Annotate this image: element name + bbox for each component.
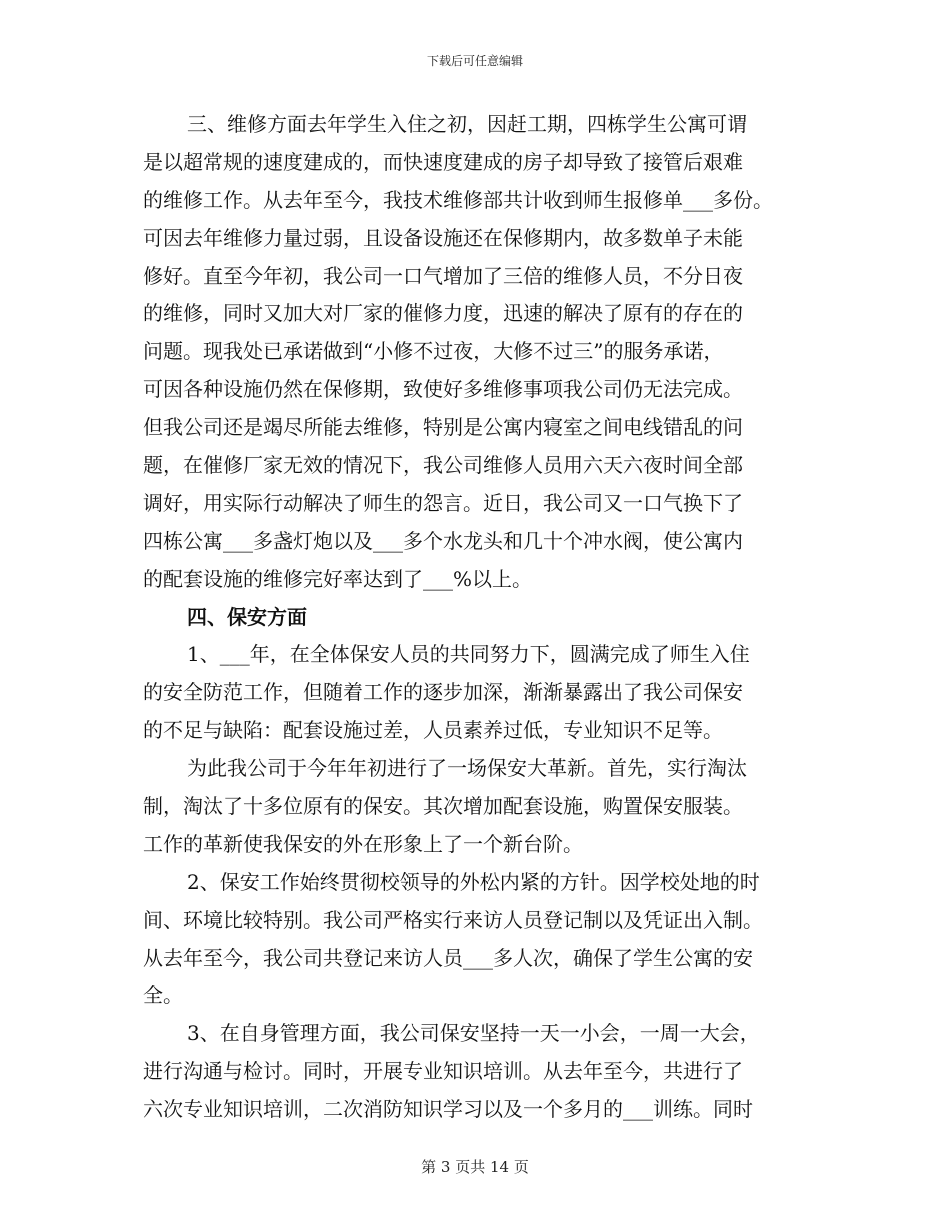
document-body: [143, 106, 815, 1129]
text-line: 间、环境比较特别。我公司严格实行来访人员登记制以及凭证出入制。: [143, 907, 763, 932]
text-line: 1、___年，在全体保安人员的共同努力下，圆满完成了师生入住: [187, 642, 750, 667]
text-line: 问题。现我处已承诺做到“小修不过夜，大修不过三”的服务承诺，: [143, 339, 724, 364]
page-header: 下载后可任意编辑: [426, 54, 523, 68]
text-line: 进行沟通与检讨。同时，开展专业知识培训。从去年至今，共进行了: [143, 1059, 743, 1084]
text-line: 三、维修方面去年学生入住之初，因赶工期，四栋学生公寓可谓: [187, 112, 747, 136]
text-line: 的维修工作。从去年至今，我技术维修部共计收到师生报修单___多份。: [143, 187, 773, 212]
text-line: 的维修，同时又加大对厂家的催修力度，迅速的解决了原有的存在的: [143, 301, 743, 326]
text-line: 六次专业知识培训，二次消防知识学习以及一个多月的___训练。同时: [143, 1097, 753, 1122]
text-line: 制，淘汰了十多位原有的保安。其次增加配套设施，购置保安服装。: [143, 794, 743, 819]
text-line: 的安全防范工作，但随着工作的逐步加深，渐渐暴露出了我公司保安: [143, 680, 743, 705]
page-footer: 第 3 页共 14 页: [421, 1158, 529, 1176]
text-line: 可因去年维修力量过弱，且设备设施还在保修期内，故多数单子未能: [143, 225, 743, 250]
text-line: 为此我公司于今年年初进行了一场保安大革新。首先，实行淘汰: [187, 756, 747, 781]
text-line: 调好，用实际行动解决了师生的怨言。近日，我公司又一口气换下了: [143, 490, 743, 515]
text-line: 全。: [143, 983, 183, 1008]
text-line: 可因各种设施仍然在保修期，致使好多维修事项我公司仍无法完成。: [143, 377, 743, 402]
text-line: 题，在催修厂家无效的情况下，我公司维修人员用六天六夜时间全部: [143, 453, 743, 478]
text-line: 修好。直至今年初，我公司一口气增加了三倍的维修人员，不分日夜: [143, 263, 743, 288]
text-line: 的配套设施的维修完好率达到了___%以上。: [143, 566, 533, 591]
text-line: 3、在自身管理方面，我公司保安坚持一天一小会，一周一大会，: [187, 1021, 760, 1046]
text-line: 但我公司还是竭尽所能去维修，特别是公寓内寝室之间电线错乱的问: [143, 415, 743, 440]
text-line: 是以超常规的速度建成的，而快速度建成的房子却导致了接管后艰难: [143, 149, 743, 174]
text-line: 的不足与缺陷：配套设施过差，人员素养过低，专业知识不足等。: [143, 718, 723, 743]
text-line: 工作的革新使我保安的外在形象上了一个新台阶。: [143, 831, 583, 856]
section-heading: 四、保安方面: [187, 604, 307, 629]
text-line: 2、保安工作始终贯彻校领导的外松内紧的方针。因学校处地的时: [187, 869, 760, 894]
text-line: 从去年至今，我公司共登记来访人员___多人次，确保了学生公寓的安: [143, 945, 753, 970]
text-line: 四栋公寓___多盏灯炮以及___多个水龙头和几十个冲水阀，使公寓内: [143, 528, 743, 553]
